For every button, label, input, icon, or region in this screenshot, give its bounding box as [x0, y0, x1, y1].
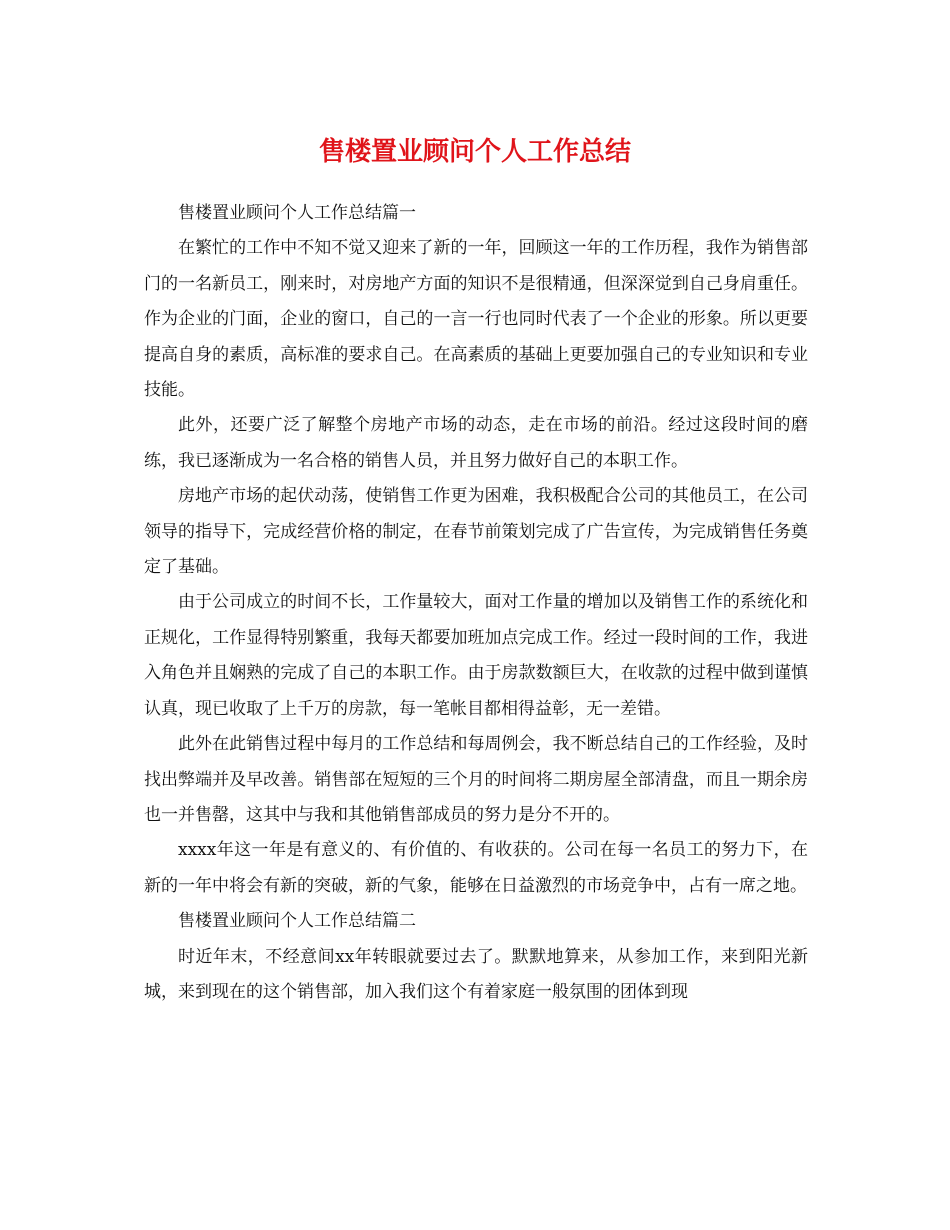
paragraph: 时近年末，不经意间xx年转眼就要过去了。默默地算来，从参加工作，来到阳光新城，来到现在的这个销售部，加入我们这个有着家庭一般氛围的团体到现 — [144, 946, 808, 1002]
paragraph: 此外，还要广泛了解整个房地产市场的动态，走在市场的前沿。经过这段时间的磨练，我已逐渐成为一名合格的销售人员，并且努力做好自己的本职工作。 — [144, 415, 808, 471]
paragraph: 由于公司成立的时间不长，工作量较大，面对工作量的增加以及销售工作的系统化和正规化，工作显得特别繁重，我每天都要加班加点完成工作。经过一段时间的工作，我进入角色并且娴熟的完成了自己的本职工作。由于房款数额巨大，在收款的过程中做到谨慎认真，现已收取了上千万的房款，每一笔帐目都相得益彰，无一差错。 — [144, 592, 808, 719]
document-title: 售楼置业顾问个人工作总结 — [318, 137, 631, 167]
document-body — [144, 196, 808, 1010]
paragraph: 房地产市场的起伏动荡，使销售工作更为困难，我积极配合公司的其他员工，在公司领导的指导下，完成经营价格的制定，在春节前策划完成了广告宣传，为完成销售任务奠定了基础。 — [144, 486, 808, 578]
paragraph: xxxx年这一年是有意义的、有价值的、有收获的。公司在每一名员工的努力下，在新的一年中将会有新的突破，新的气象，能够在日益激烈的市场竞争中，占有一席之地。 — [144, 840, 808, 896]
paragraph: 在繁忙的工作中不知不觉又迎来了新的一年，回顾这一年的工作历程，我作为销售部门的一名新员工，刚来时，对房地产方面的知识不是很精通，但深深觉到自己身肩重任。作为企业的门面，企业的窗口，自己的一言一行也同时代表了一个企业的形象。所以更要提高自身的素质，高标准的要求自己。在高素质的基础上更要加强自己的专业知识和专业技能。 — [144, 238, 808, 401]
section-heading: 售楼置业顾问个人工作总结篇一 — [178, 203, 416, 223]
paragraph: 此外在此销售过程中每月的工作总结和每周例会，我不断总结自己的工作经验，及时找出弊端并及早改善。销售部在短短的三个月的时间将二期房屋全部清盘，而且一期余房也一并售罄，这其中与我和其他销售部成员的努力是分不开的。 — [144, 734, 808, 825]
section-heading: 售楼置业顾问个人工作总结篇二 — [178, 911, 416, 932]
